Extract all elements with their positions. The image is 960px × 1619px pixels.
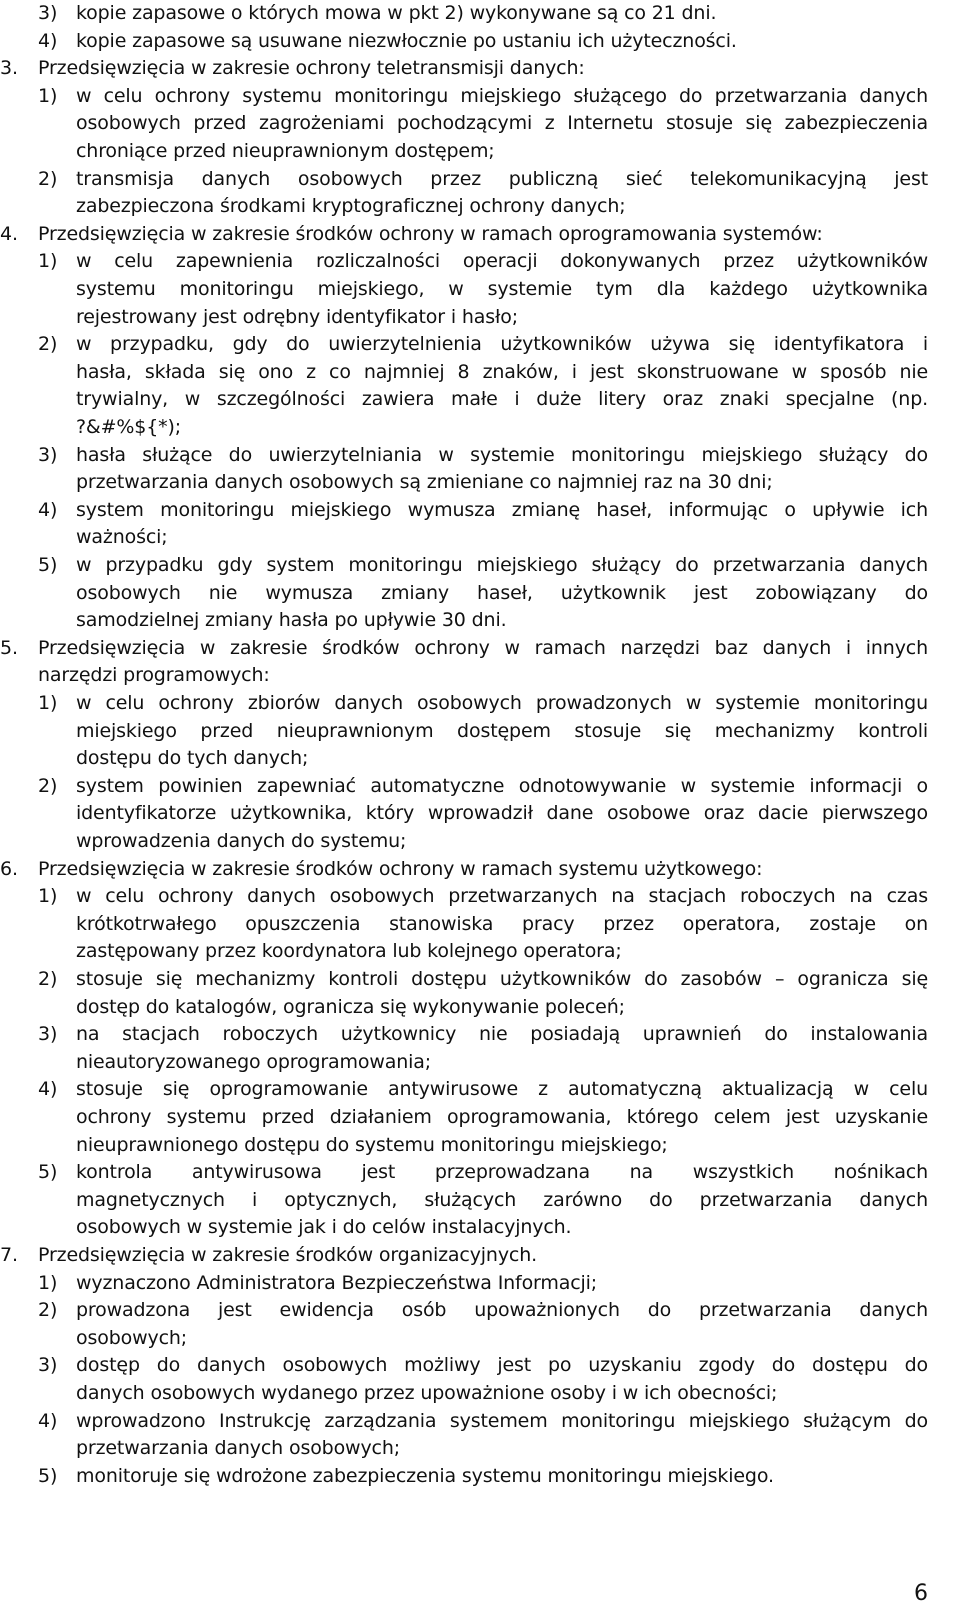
line-text: Przedsięwzięcia w zakresie środków ochrony w ramach systemu użytkowego: [38,857,763,880]
text-line [0,745,960,772]
text-line [0,248,960,275]
item-number: 3) [38,443,58,466]
text-line [0,524,960,551]
text-line [0,552,960,579]
line-text: wprowadzenia danych do systemu; [76,830,407,852]
item-number: 5) [38,554,58,576]
line-text: osobowych nie wymusza zmiany haseł, użytkownik jest zobowiązany do [76,581,928,604]
line-text: monitoruje się wdrożone zabezpieczenia systemu monitoringu miejskiego. [76,1464,774,1487]
line-text: Przedsięwzięcia w zakresie środków organizacyjnych. [38,1244,537,1266]
text-line [0,166,960,193]
line-text: danych osobowych wydanego przez upoważnione osoby i w ich obecności; [76,1382,778,1404]
text-line [0,55,960,82]
item-number: 2) [38,333,58,356]
item-number: 4) [38,1409,58,1432]
line-text: wprowadzono Instrukcję zarządzania systemem monitoringu miejskiego służącym do [76,1409,928,1432]
line-text: dostępu do tych danych; [76,747,309,770]
line-text: krótkotrwałego opuszczenia stanowiska pracy przez operatora, zostaje on [76,912,928,935]
text-line [0,1380,960,1407]
text-line [0,1187,960,1214]
item-number: 5) [38,1161,58,1184]
line-text: ochrony systemu przed działaniem oprogramowania, którego celem jest uzyskanie [76,1106,928,1128]
line-text: system monitoringu miejskiego wymusza zmianę haseł, informując o upływie ich [76,498,928,521]
line-text: magnetycznych i optycznych, służących zarówno do przetwarzania danych [76,1188,928,1211]
text-line [0,607,960,634]
line-text: kopie zapasowe są usuwane niezwłocznie po ustaniu ich użyteczności. [76,29,737,52]
line-text: chroniące przed nieuprawnionym dostępem; [76,140,495,162]
line-text: w celu ochrony danych osobowych przetwarzanych na stacjach roboczych na czas [76,885,928,908]
line-text: ważności; [76,526,168,549]
text-line [0,662,960,689]
line-text: nieuprawnionego dostępu do systemu monitoringu miejskiego; [76,1133,668,1156]
text-line [0,193,960,220]
text-line [0,1021,960,1048]
line-text: w celu zapewnienia rozliczalności operacji dokonywanych przez użytkowników [76,250,928,273]
text-line [0,304,960,331]
item-number: 1) [38,885,58,908]
text-line [0,911,960,938]
item-number: 2) [38,774,58,797]
item-number: 5) [38,1464,58,1487]
line-text: stosuje się mechanizmy kontroli dostępu użytkowników do zasobów – ogranicza się [76,968,928,990]
line-text: na stacjach roboczych użytkownicy nie posiadają uprawnień do instalowania [76,1023,928,1046]
text-line [0,386,960,413]
text-line [0,1325,960,1352]
item-number: 7. [0,1244,18,1266]
line-text: trywialny, w szczególności zawiera małe i duże litery oraz znaki specjalne (np. [76,388,928,411]
text-line [0,800,960,827]
line-text: Przedsięwzięcia w zakresie środków ochrony w ramach narzędzi baz danych i innych [38,636,928,659]
line-text: systemu monitoringu miejskiego, w systemie tym dla każdego użytkownika [76,278,928,300]
text-line [0,938,960,965]
line-text: dostęp do danych osobowych możliwy jest po uzyskaniu zgody do dostępu do [76,1354,928,1377]
text-line [0,442,960,469]
line-text: prowadzona jest ewidencja osób upoważnionych do przetwarzania danych [76,1299,928,1322]
item-number: 1) [38,84,58,107]
text-line [0,1159,960,1186]
line-text: w celu ochrony systemu monitoringu miejskiego służącego do przetwarzania danych [76,84,928,107]
text-line [0,1270,960,1297]
text-line [0,110,960,137]
line-text: narzędzi programowych: [38,664,270,687]
text-line [0,856,960,883]
line-text: nieautoryzowanego oprogramowania; [76,1050,432,1073]
text-line [0,883,960,910]
text-line [0,580,960,607]
line-text: ?&#%${*); [76,416,182,438]
text-line [0,773,960,800]
line-text: w przypadku gdy system monitoringu miejskiego służący do przetwarzania danych [76,554,928,576]
item-number: 3. [0,57,18,80]
text-line [0,221,960,248]
text-line [0,1104,960,1131]
line-text: samodzielnej zmiany hasła po upływie 30 dni. [76,609,507,632]
line-text: kontrola antywirusowa jest przeprowadzana na wszystkich nośnikach [76,1161,928,1184]
text-line [0,28,960,55]
item-number: 3) [38,1354,58,1377]
text-line [0,1463,960,1490]
text-line [0,1242,960,1269]
text-line [0,1408,960,1435]
item-number: 4) [38,498,58,521]
item-number: 4) [38,1078,58,1101]
text-line [0,1214,960,1241]
text-line [0,331,960,358]
line-text: zabezpieczona środkami kryptograficznej ochrony danych; [76,195,626,218]
item-number: 3) [38,1023,58,1046]
line-text: osobowych; [76,1326,188,1349]
text-line [0,359,960,386]
line-text: rejestrowany jest odrębny identyfikator i hasło; [76,305,518,328]
item-number: 6. [0,857,18,880]
line-text: kopie zapasowe o których mowa w pkt 2) wykonywane są co 21 dni. [76,2,717,24]
text-line [0,1297,960,1324]
line-text: Przedsięwzięcia w zakresie środków ochrony w ramach oprogramowania systemów: [38,222,823,245]
line-text: wyznaczono Administratora Bezpieczeństwa Informacji; [76,1271,598,1294]
text-line [0,0,960,27]
line-text: osobowych w systemie jak i do celów instalacyjnych. [76,1216,572,1239]
line-text: identyfikatorze użytkownika, który wprowadził dane osobowe oraz dacie pierwszego [76,802,928,825]
page-number: 6 [914,1581,928,1606]
text-line [0,276,960,303]
text-line [0,1132,960,1159]
line-text: dostęp do katalogów, ogranicza się wykonywanie poleceń; [76,995,625,1018]
line-text: hasła, składa się ono z co najmniej 8 znaków, i jest skonstruowane w sposób nie [76,360,928,383]
item-number: 1) [38,692,58,714]
line-text: hasła służące do uwierzytelniania w systemie monitoringu miejskiego służący do [76,443,928,466]
line-text: transmisja danych osobowych przez publiczną sieć telekomunikacyjną jest [76,167,928,190]
text-line [0,690,960,717]
line-text: osobowych przed zagrożeniami pochodzącymi z Internetu stosuje się zabezpieczenia [76,112,928,135]
text-line [0,994,960,1021]
line-text: zastępowany przez koordynatora lub kolejnego operatora; [76,940,622,963]
text-line [0,718,960,745]
line-text: przetwarzania danych osobowych; [76,1437,400,1460]
text-line [0,966,960,993]
text-line [0,469,960,496]
item-number: 1) [38,250,58,273]
text-line [0,1435,960,1462]
item-number: 4) [38,29,58,52]
item-number: 2) [38,1299,58,1322]
item-number: 5. [0,636,18,659]
text-line [0,497,960,524]
line-text: w przypadku, gdy do uwierzytelnienia użytkowników używa się identyfikatora i [76,333,928,356]
text-line [0,83,960,110]
text-line [0,1076,960,1103]
item-number: 3) [38,2,58,24]
item-number: 2) [38,167,58,190]
line-text: w celu ochrony zbiorów danych osobowych prowadzonych w systemie monitoringu [76,692,928,714]
line-text: Przedsięwzięcia w zakresie ochrony teletransmisji danych: [38,57,585,80]
item-number: 2) [38,968,58,990]
text-line [0,414,960,441]
text-line [0,138,960,165]
item-number: 4. [0,222,18,245]
text-line [0,1352,960,1379]
line-text: przetwarzania danych osobowych są zmieniane co najmniej raz na 30 dni; [76,471,773,494]
text-line [0,828,960,855]
text-line [0,1049,960,1076]
line-text: miejskiego przed nieuprawnionym dostępem stosuje się mechanizmy kontroli [76,719,928,742]
text-line [0,635,960,662]
line-text: stosuje się oprogramowanie antywirusowe z automatyczną aktualizacją w celu [76,1078,928,1101]
item-number: 1) [38,1271,58,1294]
line-text: system powinien zapewniać automatyczne odnotowywanie w systemie informacji o [76,774,928,797]
